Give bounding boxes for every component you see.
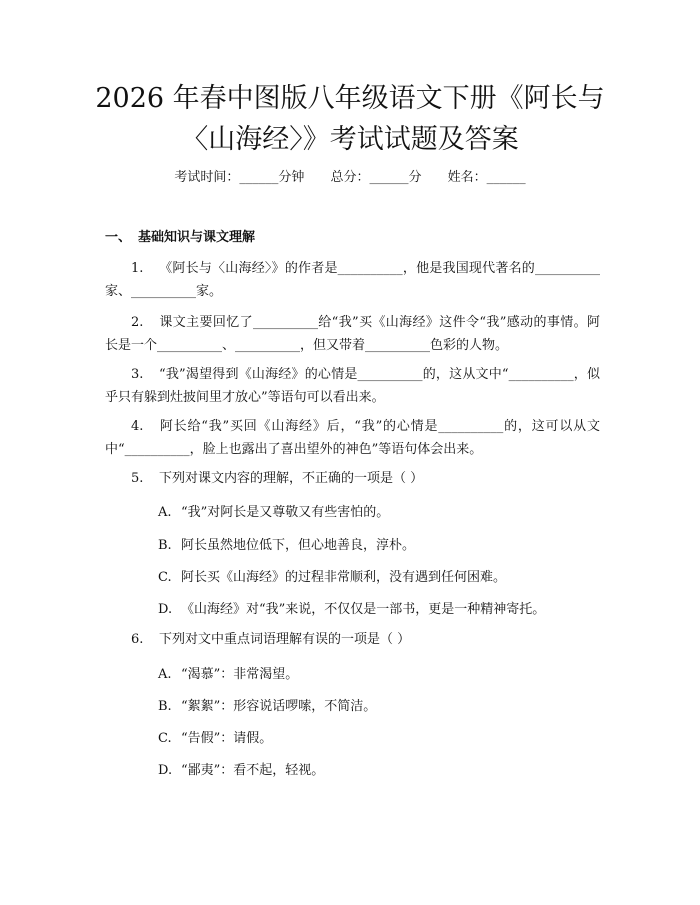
question-6-option-a — [158, 666, 598, 684]
question-6 — [105, 628, 600, 651]
question-6-option-d — [158, 762, 598, 780]
option-letter: B. — [158, 538, 172, 553]
option-text: “鄙夷”：看不起，轻视。 — [181, 763, 325, 778]
question-text: 《阿长与〈山海经〉》的作者是__________，他是我国现代著名的__________家、__________家。 — [105, 261, 600, 299]
question-number: 5. — [131, 471, 144, 486]
question-text: “我”渴望得到《山海经》的心情是__________的，这从文中“__________，似乎只有躲到灶披间里才放心”等语句可以看出来。 — [105, 367, 600, 405]
option-text: “告假”：请假。 — [181, 731, 273, 746]
question-5-option-d — [158, 601, 598, 619]
option-letter: A. — [158, 505, 172, 520]
option-text: 阿长虽然地位低下，但心地善良，淳朴。 — [181, 538, 416, 553]
question-number: 4. — [131, 419, 144, 434]
question-text: 下列对文中重点词语理解有误的一项是（ ） — [159, 632, 411, 647]
option-letter: A. — [158, 667, 172, 682]
option-letter: D. — [158, 602, 173, 617]
option-letter: B. — [158, 699, 172, 714]
question-1 — [105, 257, 600, 303]
question-text: 下列对课文内容的理解，不正确的一项是（ ） — [159, 471, 424, 486]
question-text: 课文主要回忆了__________给“我”买《山海经》这件令“我”感动的事情。阿长是一个__________、__________，但又带着__________色彩的人物。 — [105, 315, 600, 353]
option-letter: C. — [158, 731, 172, 746]
option-letter: C. — [158, 570, 172, 585]
option-text: 阿长买《山海经》的过程非常顺利，没有遇到任何困难。 — [181, 570, 507, 585]
question-number: 1. — [131, 261, 144, 276]
question-text: 阿长给“我”买回《山海经》后，“我”的心情是__________的，这可以从文中“__________，脸上也露出了喜出望外的神色”等语句体会出来。 — [105, 419, 600, 457]
question-number: 6. — [131, 632, 144, 647]
question-3 — [105, 363, 600, 409]
exam-title — [82, 78, 618, 160]
exam-title-line-2: 〈山海经〉》考试试题及答案 — [181, 124, 519, 155]
option-text: “渴慕”：非常渴望。 — [181, 667, 299, 682]
option-text: 《山海经》对“我”来说，不仅仅是一部书，更是一种精神寄托。 — [181, 602, 546, 617]
section-title: 基础知识与课文理解 — [138, 230, 256, 245]
question-5-option-b — [158, 537, 598, 555]
question-5 — [105, 467, 600, 490]
question-6-option-c — [158, 730, 598, 748]
question-2 — [105, 311, 600, 357]
exam-time-field: 考试时间：______分钟 — [174, 170, 305, 185]
question-4 — [105, 415, 600, 461]
section-heading-basic-knowledge — [105, 229, 255, 247]
question-6-option-b — [158, 698, 598, 716]
option-text: “絮絮”：形容说话啰嗦，不简洁。 — [181, 699, 377, 714]
total-score-field: 总分：______分 — [330, 170, 422, 185]
exam-info-row — [0, 169, 700, 187]
question-number: 3. — [131, 367, 144, 382]
exam-title-line-1: 2026 年春中图版八年级语文下册《阿长与 — [95, 83, 605, 114]
question-number: 2. — [131, 315, 144, 330]
option-text: “我”对阿长是又尊敬又有些害怕的。 — [181, 505, 390, 520]
section-number: 一、 — [105, 230, 132, 245]
question-5-option-a — [158, 504, 598, 522]
option-letter: D. — [158, 763, 173, 778]
question-5-option-c — [158, 569, 598, 587]
name-field: 姓名：______ — [447, 170, 526, 185]
